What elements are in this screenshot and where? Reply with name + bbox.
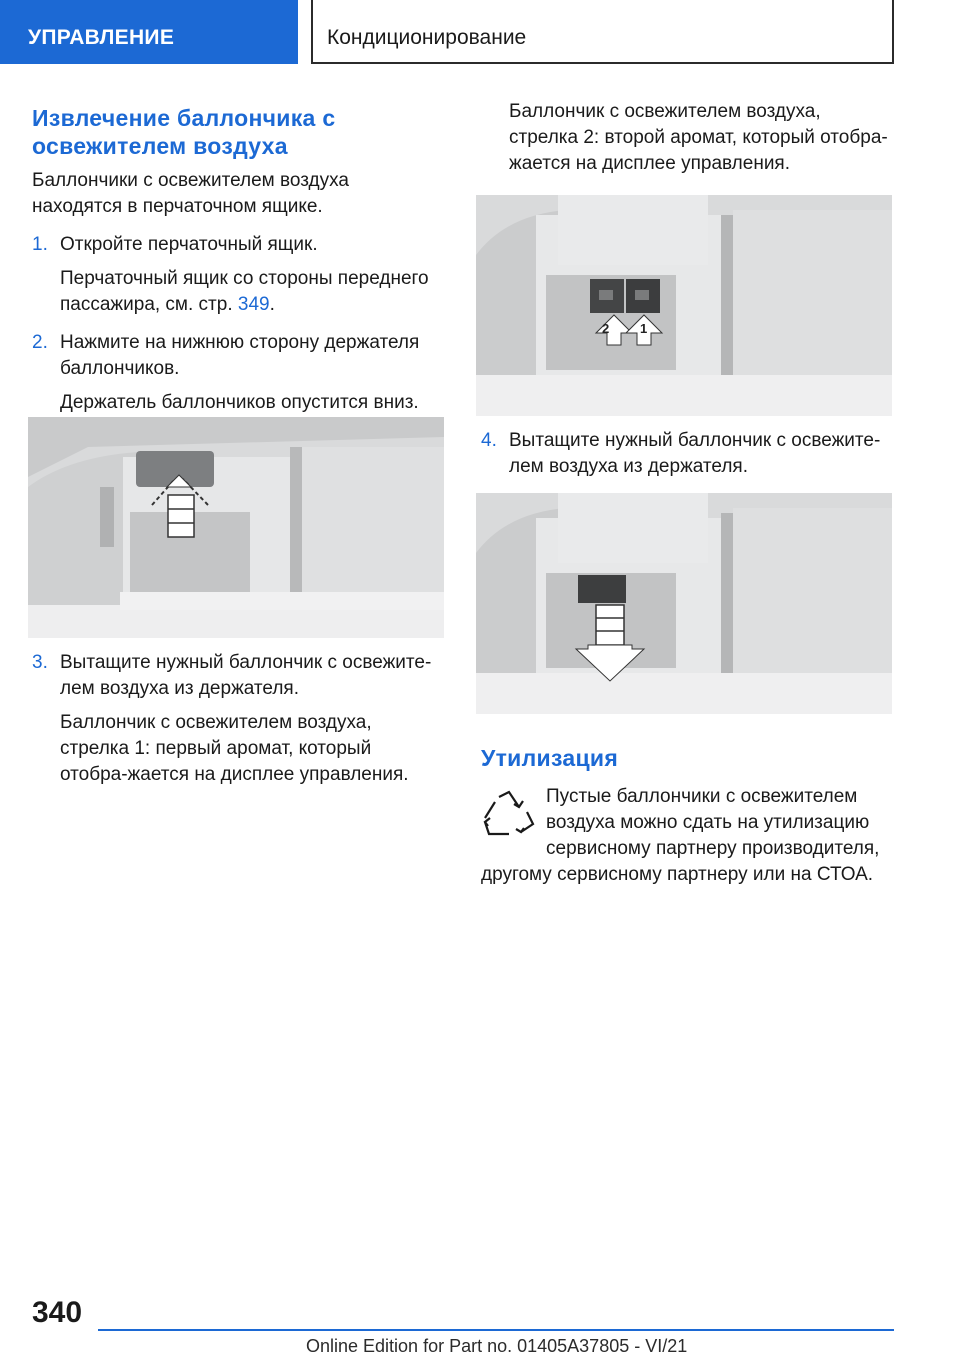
step-text: Вытащите нужный баллончик с освежите-лем воздуха из держателя. <box>509 430 881 477</box>
step-4 <box>481 428 891 480</box>
step-number: 4. <box>481 430 497 451</box>
page-link[interactable]: 349 <box>237 294 270 315</box>
note-text: Перчаточный ящик со стороны переднего пассажира, см. стр. <box>60 268 429 315</box>
step-number: 2. <box>32 332 48 353</box>
section-heading: Извлечение баллончика с освежителем воздуха <box>32 105 336 159</box>
photo-cartridges-arrows <box>476 195 892 416</box>
right-column-step4 <box>481 428 891 480</box>
recycling-text-block <box>546 784 892 862</box>
step-1 <box>32 232 444 318</box>
step-note <box>60 266 444 318</box>
step-text: Нажмите на нижнюю сторону держателя баллончиков. <box>60 332 420 379</box>
recycling-text-continued: другому сервисному партнеру или на СТОА. <box>481 864 874 885</box>
edition-note: Online Edition for Part no. 01405A37805 - VI/21 <box>306 1336 688 1356</box>
continuation-text: Баллончик с освежителем воздуха, стрелка 2: второй аромат, который отобра-жается на дисплее управления. <box>509 101 888 174</box>
intro-text: Баллончики с освежителем воздуха находятся в перчаточном ящике. <box>32 170 349 217</box>
recycle-icon <box>481 788 537 840</box>
page-number: 340 <box>32 1296 83 1329</box>
chapter-tab: УПРАВЛЕНИЕ <box>0 0 298 64</box>
step-text: Вытащите нужный баллончик с освежите-лем воздуха из держателя. <box>60 652 432 699</box>
photo-cartridge-removal <box>476 493 892 714</box>
step-note: Баллончик с освежителем воздуха, стрелка 1: первый аромат, который отобра-жается на дисплее управления. <box>60 712 409 785</box>
step-number: 1. <box>32 234 48 255</box>
step-text: Откройте перчаточный ящик. <box>60 234 318 255</box>
right-column <box>481 99 891 177</box>
recycling-text: Пустые баллончики с освежителем воздуха можно сдать на утилизацию сервисному партнеру производителя, <box>546 786 880 859</box>
arrow-label-2: 2 <box>602 321 610 336</box>
recycling-text-block-2 <box>481 862 891 888</box>
left-column-continued <box>32 650 444 788</box>
recycling-heading: Утилизация <box>481 745 619 771</box>
note-period: . <box>269 294 275 315</box>
section-title: Кондиционирование <box>311 0 894 64</box>
step-2 <box>32 330 444 416</box>
step-3 <box>32 650 444 788</box>
footer-rule <box>98 1329 894 1331</box>
step-note: Держатель баллончиков опустится вниз. <box>60 392 419 413</box>
photo-holder-lowered <box>28 417 444 638</box>
arrow-label-1: 1 <box>640 321 648 336</box>
step-number: 3. <box>32 652 48 673</box>
recycling-section <box>481 744 891 772</box>
left-column <box>32 104 444 416</box>
